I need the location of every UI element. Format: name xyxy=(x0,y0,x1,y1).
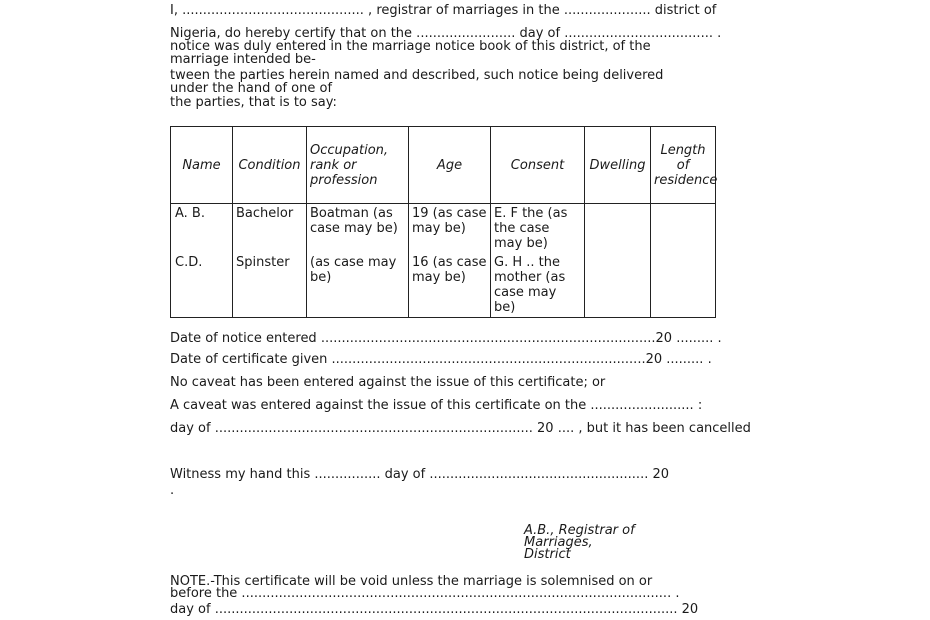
column-header: Consent xyxy=(491,127,585,204)
column-header: Name xyxy=(171,127,233,204)
table-cell: C.D. xyxy=(171,253,233,318)
table-cell xyxy=(585,204,651,254)
witness-dot: . xyxy=(170,483,175,498)
signature-line-2: Marriages, xyxy=(524,535,593,550)
caveat-day-line: day of ............................................................................. 20 .... , but it has been cancelled xyxy=(170,421,751,436)
signature-line-1: A.B., Registrar of xyxy=(524,523,635,538)
column-header: Age xyxy=(409,127,491,204)
table-cell xyxy=(651,204,716,254)
column-header: Condition xyxy=(233,127,307,204)
table-cell: Spinster xyxy=(233,253,307,318)
date-notice-entered: Date of notice entered .................................................................................20 ......... . xyxy=(170,331,722,346)
column-header: Length of residence xyxy=(651,127,716,204)
column-header: Occupation, rank or profession xyxy=(307,127,409,204)
table-row xyxy=(171,204,716,254)
table-cell: Boatman (as case may be) xyxy=(307,204,409,254)
header-line-3: notice was duly entered in the marriage notice book of this district, of the xyxy=(170,39,651,54)
header-line-6: under the hand of one of xyxy=(170,81,333,96)
header-line-5: tween the parties herein named and described, such notice being delivered xyxy=(170,68,664,83)
signature-line-3: District xyxy=(524,547,571,562)
table-header-row xyxy=(171,127,716,204)
table-cell xyxy=(585,253,651,318)
witness-line: Witness my hand this ................ day of ..................................................... 20 xyxy=(170,467,670,482)
registrar-signature xyxy=(524,525,635,561)
table-cell: G. H .. the mother (as case may be) xyxy=(491,253,585,318)
note-line-1: NOTE.-This certificate will be void unless the marriage is solemnised on or xyxy=(170,574,653,589)
note-line-3: day of ................................................................................................................ 20 xyxy=(170,602,699,617)
header-line-2: Nigeria, do hereby certify that on the ........................ day of .................................... . xyxy=(170,26,722,41)
caveat-entered-line: A caveat was entered against the issue of this certificate on the ......................... : xyxy=(170,398,703,413)
table-cell: A. B. xyxy=(171,204,233,254)
table-cell xyxy=(651,253,716,318)
column-header: Dwelling xyxy=(585,127,651,204)
certificate-note xyxy=(170,576,698,616)
no-caveat-line: No caveat has been entered against the issue of this certificate; or xyxy=(170,375,606,390)
header-line-4: marriage intended be- xyxy=(170,52,316,67)
header-line-1: I, ............................................ , registrar of marriages in the ..................... district of xyxy=(170,3,717,18)
table-cell: 19 (as case may be) xyxy=(409,204,491,254)
header-line-7: the parties, that is to say: xyxy=(170,95,337,110)
table-row xyxy=(171,253,716,318)
table-cell: Bachelor xyxy=(233,204,307,254)
table-cell: E. F the (as the case may be) xyxy=(491,204,585,254)
table-cell: (as case may be) xyxy=(307,253,409,318)
date-certificate-given: Date of certificate given ............................................................................20 ......... . xyxy=(170,352,712,367)
note-line-2: before the ........................................................................................................ . xyxy=(170,586,680,601)
table-cell: 16 (as case may be) xyxy=(409,253,491,318)
parties-table xyxy=(170,126,716,318)
